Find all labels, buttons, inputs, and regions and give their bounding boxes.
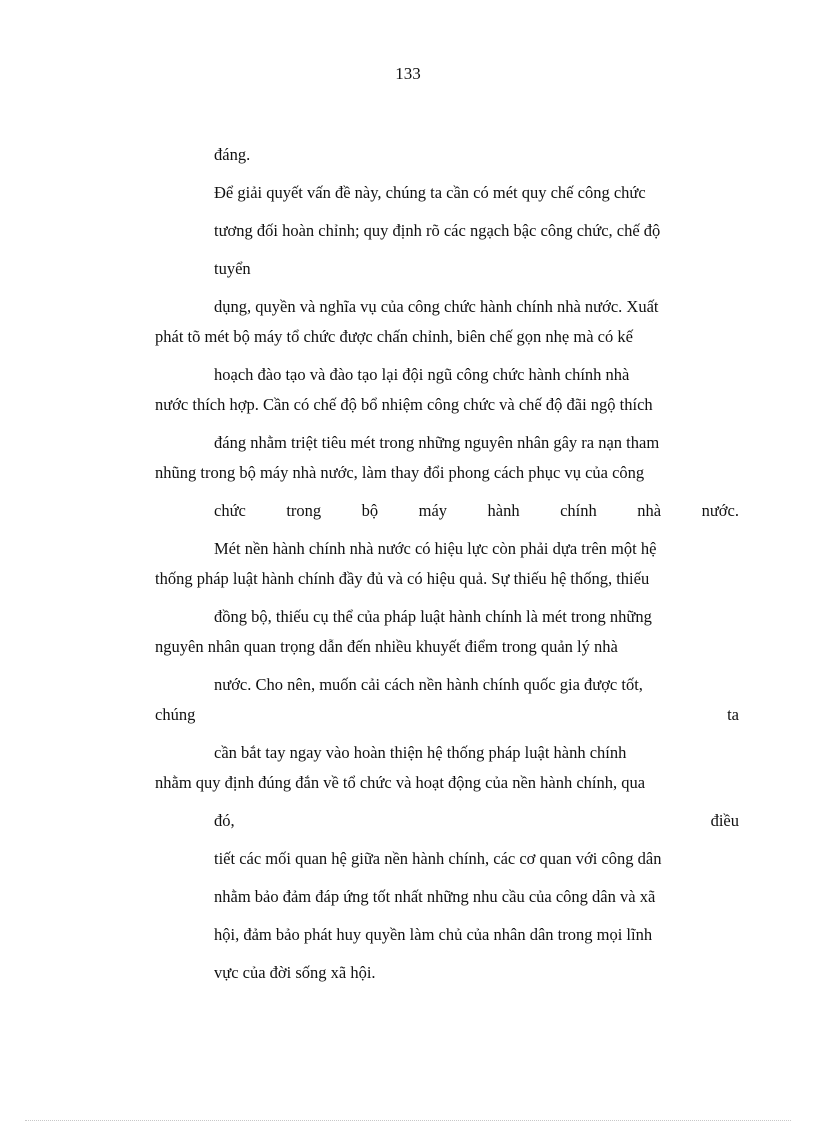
word: hành — [487, 501, 520, 520]
text-line-18: cần bắt tay ngay vào hoàn thiện hệ thống pháp luật hành chính — [214, 743, 627, 762]
text-line-9: đáng nhằm triệt tiêu mét trong những nguyên nhân gây ra nạn tham — [214, 433, 660, 452]
text-line-7: hoạch đào tạo và đào tạo lại đội ngũ công chức hành chính nhà — [214, 365, 630, 384]
text-line-14: đồng bộ, thiếu cụ thể của pháp luật hành chính là mét trong những — [214, 607, 652, 626]
text-line-2: Để giải quyết vấn đề này, chúng ta cần có mét quy chế công chức — [214, 183, 646, 202]
footer-divider — [25, 1120, 791, 1121]
word: chúng — [155, 705, 196, 724]
word: nhà — [637, 501, 662, 520]
text-line-4: tuyển — [214, 259, 251, 278]
word: máy — [418, 501, 448, 520]
word: bộ — [361, 501, 379, 520]
word: điều — [710, 811, 739, 830]
page-number: 133 — [395, 64, 421, 83]
text-line-22: nhằm bảo đảm đáp ứng tốt nhất những nhu cầu của công dân và xã — [214, 887, 656, 906]
text-line-6: phát tõ mét bộ máy tổ chức được chấn chỉnh, biên chế gọn nhẹ mà có kế — [155, 327, 633, 346]
text-line-11 — [214, 500, 739, 522]
text-line-19: nhằm quy định đúng đắn về tổ chức và hoạt động của nền hành chính, qua — [155, 773, 646, 792]
word: trong — [286, 501, 322, 520]
text-line-10: nhũng trong bộ máy nhà nước, làm thay đổi phong cách phục vụ của công — [155, 463, 645, 482]
text-line-21: tiết các mối quan hệ giữa nền hành chính, các cơ quan với công dân — [214, 849, 662, 868]
text-line-13: thống pháp luật hành chính đầy đủ và có hiệu quả. Sự thiếu hệ thống, thiếu — [155, 569, 650, 588]
word: ta — [727, 705, 739, 724]
text-line-24: vực của đời sống xã hội. — [214, 963, 376, 982]
text-line-1: đáng. — [214, 145, 251, 164]
word: đó, — [214, 811, 235, 830]
word: chức — [214, 501, 246, 520]
word: chính — [560, 501, 597, 520]
text-line-3: tương đối hoàn chỉnh; quy định rõ các ngạch bậc công chức, chế độ — [214, 221, 661, 240]
text-line-15: nguyên nhân quan trọng dẫn đến nhiều khuyết điểm trong quản lý nhà — [155, 637, 618, 656]
text-line-20 — [214, 810, 739, 832]
text-line-17 — [155, 704, 739, 726]
text-line-16: nước. Cho nên, muốn cải cách nền hành chính quốc gia được tốt, — [214, 675, 643, 694]
text-line-12: Mét nền hành chính nhà nước có hiệu lực còn phải dựa trên một hệ — [214, 539, 657, 558]
text-line-23: hội, đảm bảo phát huy quyền làm chủ của nhân dân trong mọi lĩnh — [214, 925, 653, 944]
word: nước. — [701, 501, 739, 520]
text-line-5: dụng, quyền và nghĩa vụ của công chức hành chính nhà nước. Xuất — [214, 297, 659, 316]
text-line-8: nước thích hợp. Cần có chế độ bổ nhiệm công chức và chế độ đãi ngộ thích — [155, 395, 653, 414]
